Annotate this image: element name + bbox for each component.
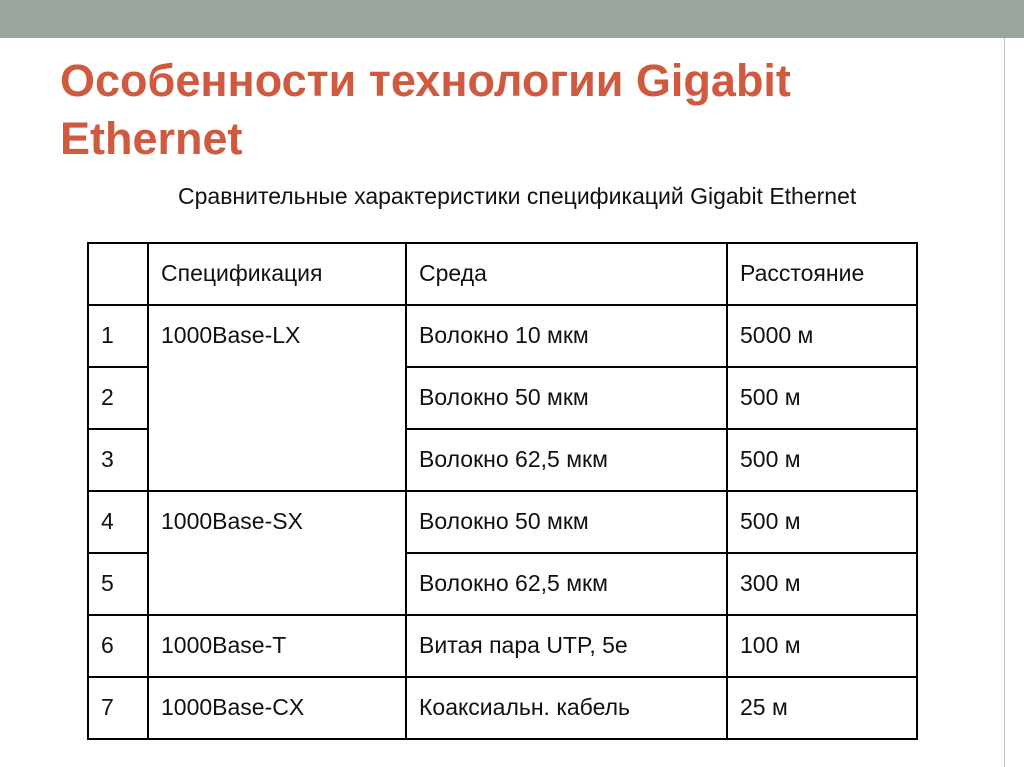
header-number bbox=[88, 243, 148, 305]
table-row bbox=[88, 491, 917, 553]
distance-cell: 300 м bbox=[727, 553, 917, 615]
distance-cell: 25 м bbox=[727, 677, 917, 739]
row-number: 6 bbox=[88, 615, 148, 677]
specification-table bbox=[87, 242, 918, 740]
media-cell: Волокно 62,5 мкм bbox=[406, 429, 727, 491]
header-specification: Спецификация bbox=[148, 243, 406, 305]
spec-cell: 1000Base-T bbox=[148, 615, 406, 677]
distance-cell: 500 м bbox=[727, 429, 917, 491]
row-number: 3 bbox=[88, 429, 148, 491]
media-cell: Волокно 62,5 мкм bbox=[406, 553, 727, 615]
media-cell: Волокно 10 мкм bbox=[406, 305, 727, 367]
header-distance: Расстояние bbox=[727, 243, 917, 305]
distance-cell: 5000 м bbox=[727, 305, 917, 367]
distance-cell: 500 м bbox=[727, 367, 917, 429]
distance-cell: 100 м bbox=[727, 615, 917, 677]
row-number: 4 bbox=[88, 491, 148, 553]
row-number: 7 bbox=[88, 677, 148, 739]
media-cell: Волокно 50 мкм bbox=[406, 367, 727, 429]
row-number: 2 bbox=[88, 367, 148, 429]
top-accent-bar bbox=[0, 0, 1024, 38]
distance-cell: 500 м bbox=[727, 491, 917, 553]
row-number: 5 bbox=[88, 553, 148, 615]
spec-cell: 1000Base-SX bbox=[148, 491, 406, 615]
media-cell: Коаксиальн. кабель bbox=[406, 677, 727, 739]
spec-cell: 1000Base-CX bbox=[148, 677, 406, 739]
spec-cell: 1000Base-LX bbox=[148, 305, 406, 491]
table-header-row bbox=[88, 243, 917, 305]
table-row bbox=[88, 615, 917, 677]
table-row bbox=[88, 677, 917, 739]
table-caption: Сравнительные характеристики спецификаций Gigabit Ethernet bbox=[178, 183, 857, 209]
slide-title: Особенности технологии Gigabit Ethernet bbox=[60, 55, 791, 164]
table-row bbox=[88, 305, 917, 367]
media-cell: Волокно 50 мкм bbox=[406, 491, 727, 553]
row-number: 1 bbox=[88, 305, 148, 367]
header-media: Среда bbox=[406, 243, 727, 305]
media-cell: Витая пара UTP, 5е bbox=[406, 615, 727, 677]
